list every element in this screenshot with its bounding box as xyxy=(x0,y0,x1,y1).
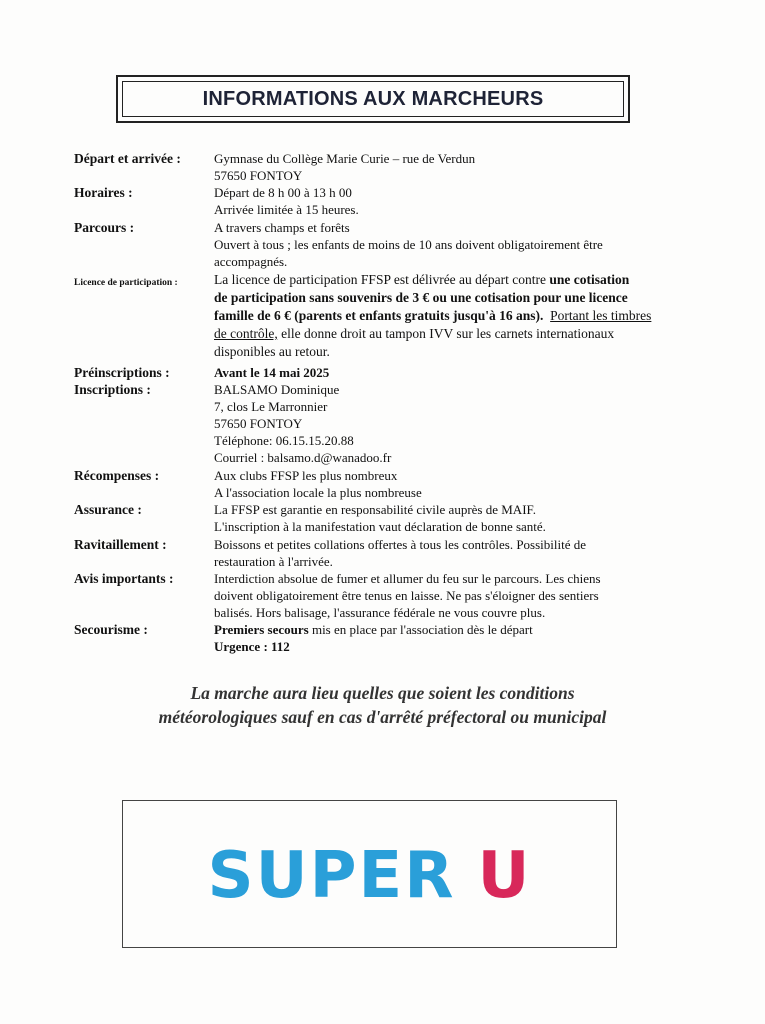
parcours-line: A travers champs et forêts xyxy=(214,220,350,235)
parcours-value xyxy=(214,219,726,270)
licence-line-5: disponibles au retour. xyxy=(214,344,330,359)
avis-line: balisés. Hors balisage, l'assurance fédérale ne vous couvre plus. xyxy=(214,605,546,620)
weather-notice xyxy=(0,681,765,729)
logo-letter-u: U xyxy=(477,839,532,913)
weather-notice-line: météorologiques sauf en cas d'arrêté préfectoral ou municipal xyxy=(158,707,607,727)
licence-line-2 xyxy=(214,289,726,307)
recompenses-line: A l'association locale la plus nombreuse xyxy=(214,485,422,500)
ravitaillement-line: restauration à l'arrivée. xyxy=(214,554,333,569)
page-title: INFORMATIONS AUX MARCHEURS xyxy=(202,87,544,110)
title-inner-frame xyxy=(122,81,624,117)
assurance-label: Assurance : xyxy=(74,502,142,517)
assurance-value xyxy=(214,501,726,535)
horaires-line: Départ de 8 h 00 à 13 h 00 xyxy=(214,185,352,200)
depart-label: Départ et arrivée : xyxy=(74,151,181,166)
sponsor-logo-frame xyxy=(122,800,617,948)
parcours-line: Ouvert à tous ; les enfants de moins de 10 ans doivent obligatoirement être xyxy=(214,237,603,252)
inscriptions-label: Inscriptions : xyxy=(74,382,151,397)
depart-value xyxy=(214,150,726,184)
urgence-number: Urgence : 112 xyxy=(214,639,290,654)
licence-underlined-text: Portant les timbres xyxy=(550,308,652,323)
inscriptions-line: BALSAMO Dominique xyxy=(214,382,340,397)
assurance-line: L'inscription à la manifestation vaut déclaration de bonne santé. xyxy=(214,519,546,534)
inscriptions-email: Courriel : balsamo.d@wanadoo.fr xyxy=(214,450,392,465)
avis-label: Avis importants : xyxy=(74,571,174,586)
licence-value xyxy=(214,271,726,361)
licence-bold-text: de participation sans souvenirs de 3 € ou une cotisation pour une licence xyxy=(214,290,628,305)
horaires-value xyxy=(214,184,726,218)
parcours-line: accompagnés. xyxy=(214,254,288,269)
parcours-label: Parcours : xyxy=(74,220,135,235)
assurance-line: La FFSP est garantie en responsabilité civile auprès de MAIF. xyxy=(214,502,536,517)
recompenses-label: Récompenses : xyxy=(74,468,160,483)
secourisme-label: Secourisme : xyxy=(74,622,148,637)
avis-value xyxy=(214,570,726,621)
licence-text: La licence de participation FFSP est délivrée au départ contre xyxy=(214,272,550,287)
ravitaillement-label: Ravitaillement : xyxy=(74,537,167,552)
secourisme-bold-text: Premiers secours xyxy=(214,622,309,637)
preinscriptions-label: Préinscriptions : xyxy=(74,365,170,380)
title-frame xyxy=(116,75,630,123)
horaires-line: Arrivée limitée à 15 heures. xyxy=(214,202,359,217)
licence-line-3 xyxy=(214,307,726,325)
ravitaillement-line: Boissons et petites collations offertes à tous les contrôles. Possibilité de xyxy=(214,537,587,552)
licence-text: elle donne droit au tampon IVV sur les carnets internationaux xyxy=(277,326,615,341)
inscriptions-value xyxy=(214,381,726,466)
secourisme-text: mis en place par l'association dès le départ xyxy=(308,622,533,637)
horaires-label: Horaires : xyxy=(74,185,133,200)
inscriptions-phone: Téléphone: 06.15.15.20.88 xyxy=(214,433,354,448)
recompenses-line: Aux clubs FFSP les plus nombreux xyxy=(214,468,398,483)
licence-line-4 xyxy=(214,325,726,343)
licence-label: Licence de participation : xyxy=(74,278,178,288)
logo-word-super: SUPER xyxy=(207,839,456,913)
avis-line: doivent obligatoirement être tenus en laisse. Ne pas s'éloigner des sentiers xyxy=(214,588,599,603)
licence-bold-text: une cotisation xyxy=(549,272,630,287)
ravitaillement-value xyxy=(214,536,726,570)
preinscriptions-value xyxy=(214,364,726,381)
avis-line: Interdiction absolue de fumer et allumer du feu sur le parcours. Les chiens xyxy=(214,571,601,586)
preinscriptions-date: Avant le 14 mai 2025 xyxy=(214,365,330,380)
inscriptions-line: 7, clos Le Marronnier xyxy=(214,399,328,414)
depart-line: Gymnase du Collège Marie Curie – rue de Verdun xyxy=(214,151,476,166)
secourisme-value xyxy=(214,621,726,655)
depart-line: 57650 FONTOY xyxy=(214,168,303,183)
weather-notice-line: La marche aura lieu quelles que soient les conditions xyxy=(190,683,575,703)
super-u-logo xyxy=(141,841,598,911)
licence-line-1 xyxy=(214,271,726,289)
inscriptions-line: 57650 FONTOY xyxy=(214,416,303,431)
recompenses-value xyxy=(214,467,726,501)
secourisme-line xyxy=(214,621,726,638)
licence-bold-text: famille de 6 € (parents et enfants gratuits jusqu'à 16 ans). xyxy=(214,308,544,323)
licence-underlined-text: de contrôle, xyxy=(214,326,278,341)
